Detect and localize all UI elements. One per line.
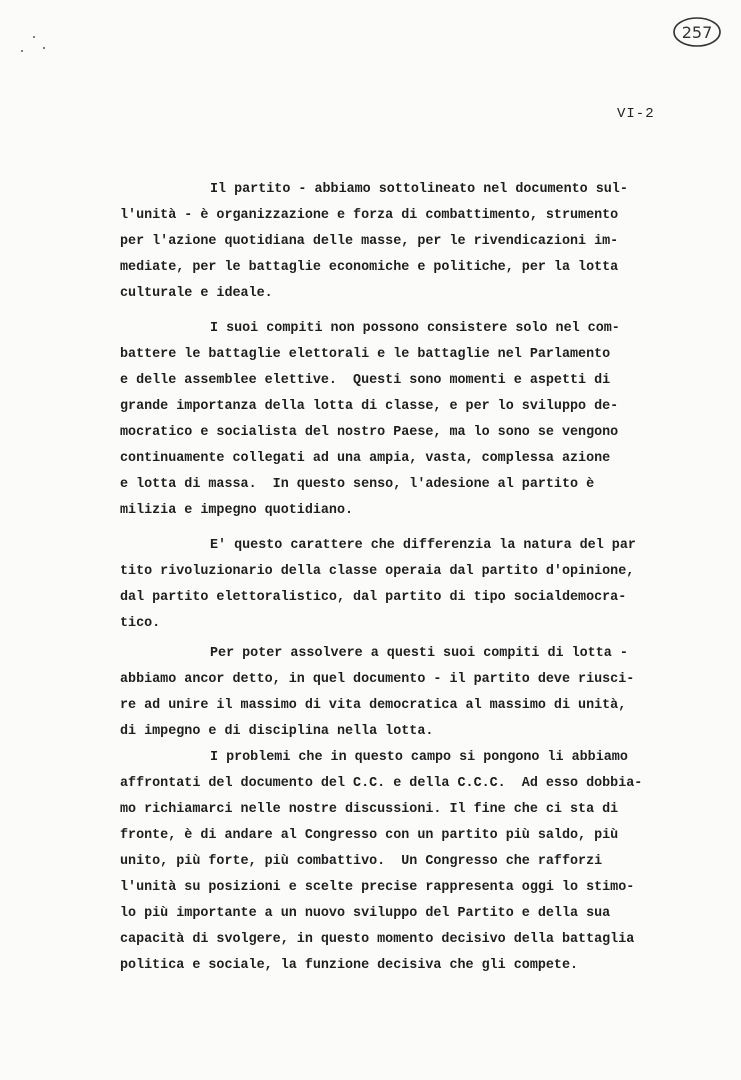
- text-line: dal partito elettoralistico, dal partito di tipo socialdemocra-: [120, 590, 627, 605]
- paper-speck: [21, 50, 23, 52]
- text-line: I suoi compiti non possono consistere solo nel com-: [210, 321, 620, 336]
- paragraph-2: [120, 316, 720, 524]
- archive-stamp: [671, 15, 723, 49]
- stamp-number: 257: [681, 23, 713, 42]
- text-line: battere le battaglie elettorali e le battaglie nel Parlamento: [120, 347, 611, 362]
- text-line: l'unità su posizioni e scelte precise rappresenta oggi lo stimo-: [120, 880, 635, 895]
- paper-speck: [43, 47, 45, 49]
- text-line: per l'azione quotidiana delle masse, per le rivendicazioni im-: [120, 234, 619, 249]
- paper-speck: [33, 36, 35, 38]
- text-line: mediate, per le battaglie economiche e politiche, per la lotta: [120, 260, 619, 275]
- text-line: grande importanza della lotta di classe, e per lo sviluppo de-: [120, 399, 619, 414]
- paragraph-5: [120, 745, 720, 979]
- paragraph-1: [120, 177, 720, 307]
- text-line: tico.: [120, 616, 161, 631]
- text-line: unito, più forte, più combattivo. Un Congresso che rafforzi: [120, 854, 603, 869]
- paragraph-3: [120, 533, 720, 637]
- text-line: E' questo carattere che differenzia la natura del par: [210, 538, 636, 553]
- text-line: I problemi che in questo campo si pongono li abbiamo: [210, 750, 628, 765]
- paragraph-4: [120, 641, 720, 745]
- text-line: continuamente collegati ad una ampia, vasta, complessa azione: [120, 451, 611, 466]
- page-number: VI-2: [617, 106, 655, 122]
- text-line: lo più importante a un nuovo sviluppo del Partito e della sua: [120, 906, 611, 921]
- text-line: l'unità - è organizzazione e forza di combattimento, strumento: [120, 208, 619, 223]
- text-line: abbiamo ancor detto, in quel documento - il partito deve riusci-: [120, 672, 635, 687]
- text-line: mocratico e socialista del nostro Paese, ma lo sono se vengono: [120, 425, 619, 440]
- text-line: fronte, è di andare al Congresso con un partito più saldo, più: [120, 828, 619, 843]
- text-line: affrontati del documento del C.C. e della C.C.C. Ad esso dobbia-: [120, 776, 643, 791]
- text-line: Per poter assolvere a questi suoi compiti di lotta -: [210, 646, 628, 661]
- text-line: Il partito - abbiamo sottolineato nel documento sul-: [210, 182, 628, 197]
- body-text: [120, 177, 720, 979]
- text-line: e delle assemblee elettive. Questi sono momenti e aspetti di: [120, 373, 611, 388]
- text-line: culturale e ideale.: [120, 286, 273, 301]
- text-line: re ad unire il massimo di vita democratica al massimo di unità,: [120, 698, 627, 713]
- text-line: politica e sociale, la funzione decisiva che gli compete.: [120, 958, 579, 973]
- text-line: mo richiamarci nelle nostre discussioni. Il fine che ci sta di: [120, 802, 619, 817]
- text-line: capacità di svolgere, in questo momento decisivo della battaglia: [120, 932, 635, 947]
- text-line: e lotta di massa. In questo senso, l'adesione al partito è: [120, 477, 595, 492]
- text-line: milizia e impegno quotidiano.: [120, 503, 354, 518]
- text-line: tito rivoluzionario della classe operaia dal partito d'opinione,: [120, 564, 635, 579]
- text-line: di impegno e di disciplina nella lotta.: [120, 724, 434, 739]
